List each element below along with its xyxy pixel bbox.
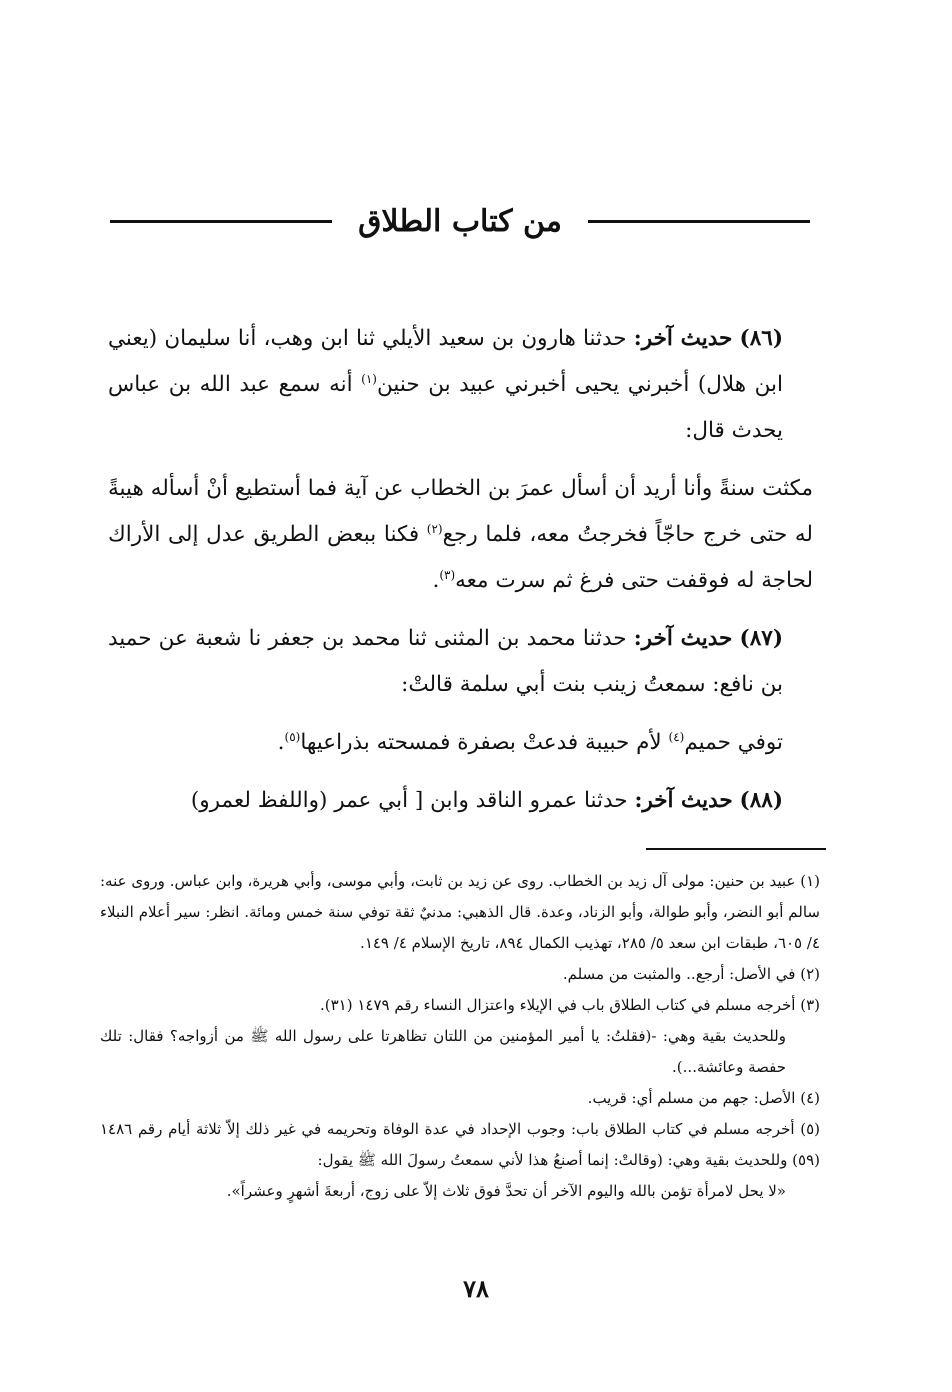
isnad-text: حدثنا هارون بن سعيد الأيلي ثنا ابن وهب، أنا سليمان (يعني ابن هلال) أخبرني يحيى أخبرني عبيد بن حنين (108, 326, 783, 397)
matn-text: توفي حميم (684, 730, 783, 755)
hadith-number: (٨٦) (739, 326, 783, 351)
chapter-title: من كتاب الطلاق (358, 203, 562, 239)
isnad-text: حدثنا محمد بن المثنى ثنا محمد بن جعفر نا شعبة عن حميد بن نافع: سمعتُ زينب بنت أبي سلمة قالتْ: (108, 626, 783, 697)
matn-text: مكثت سنةً وأنا أريد أن أسأل عمرَ بن الخطاب عن آية فما أستطيع أنْ أسأله هيبةً له حتى خرج حاجّاً فخرجتُ معه، فلما رجع (108, 476, 813, 547)
chapter-header (110, 186, 810, 256)
main-text (108, 316, 813, 836)
punctuation: . (432, 568, 440, 593)
footnote-2: (٢) في الأصل: أرجع.. والمثبت من مسلم. (562, 965, 820, 983)
isnad-text: حدثنا عمرو الناقد وابن [ أبي عمر (واللفظ لعمرو) (190, 788, 628, 813)
page-number: ٧٨ (463, 1274, 489, 1303)
footnote-5: (٥) أخرجه مسلم في كتاب الطلاق باب: وجوب الإحداد في عدة الوفاة وتحريمه في غير ذلك إلاّ ثلاثة أيام رقم ١٤٨٦ (٥٩) وللحديث بقية وهي: (وقالتْ: إنما أصنعُ هذا لأني سمعتُ رسولَ الله ﷺ يقول: (100, 1120, 820, 1169)
hadith-label: حديث آخر: (633, 626, 733, 651)
punctuation: . (277, 730, 285, 755)
footnote-3: (٣) أخرجه مسلم في كتاب الطلاق باب في الإيلاء واعتزال النساء رقم ١٤٧٩ (٣١). (320, 996, 820, 1014)
footnote-separator (646, 848, 826, 850)
hadith-label: حديث آخر: (633, 326, 733, 351)
header-rule-right (588, 220, 810, 223)
hadith-label: حديث آخر: (634, 788, 733, 813)
footnote-5-continuation: «لا يحل لامرأة تؤمن بالله واليوم الآخر أن تحدَّ فوق ثلاث إلاّ على زوج، أربعةَ أشهرٍ وعشراً». (226, 1182, 786, 1200)
hadith-88-chain (108, 778, 813, 824)
footnotes (100, 866, 820, 1207)
footnote-ref: (١) (361, 371, 377, 386)
footnote-ref: (٥) (284, 729, 301, 744)
footnote-ref: (٤) (668, 729, 685, 744)
isnad-text: أنه سمع عبد الله بن عباس يحدث قال: (108, 372, 783, 443)
hadith-number: (٨٨) (739, 788, 783, 813)
footnote-4: (٤) الأصل: جهم من مسلم أي: قريب. (587, 1089, 820, 1107)
matn-text: فكنا ببعض الطريق عدل إلى الأراك لحاجة له فوقفت حتى فرغ ثم سرت معه (108, 522, 813, 593)
footnote-ref: (٣) (439, 567, 456, 582)
footnote-1: (١) عبيد بن حنين: مولى آل زيد بن الخطاب. روى عن زيد بن ثابت، وأبي موسى، وأبي هريرة، وابن عباس. وروى عنه: سالم أبو النضر، وأبو طوالة، وأبو الزناد، وعدة. قال الذهبي: مدنيٌ ثقة توفي سنة خمس ومائة. انظر: سير أعلام النبلاء ٤/ ٦٠٥، طبقات ابن سعد ٥/ ٢٨٥، تهذيب الكمال ٨٩٤، تاريخ الإسلام ٤/ ١٤٩. (100, 872, 821, 952)
hadith-87-text (108, 720, 813, 766)
hadith-87-chain (108, 616, 813, 708)
footnote-3-continuation: وللحديث بقية وهي: -(فقلتُ: يا أمير المؤمنين من اللتان تظاهرتا على رسول الله ﷺ من أزواجه؟ فقال: تلك حفصة وعائشة...). (100, 1027, 786, 1076)
footnote-ref: (٢) (426, 521, 443, 536)
matn-text: لأم حبيبة فدعتْ بصفرة فمسحته بذراعيها (300, 730, 662, 755)
hadith-number: (٨٧) (739, 626, 783, 651)
header-rule-left (110, 220, 332, 223)
hadith-86-chain (108, 316, 813, 454)
hadith-86-text (108, 466, 813, 604)
